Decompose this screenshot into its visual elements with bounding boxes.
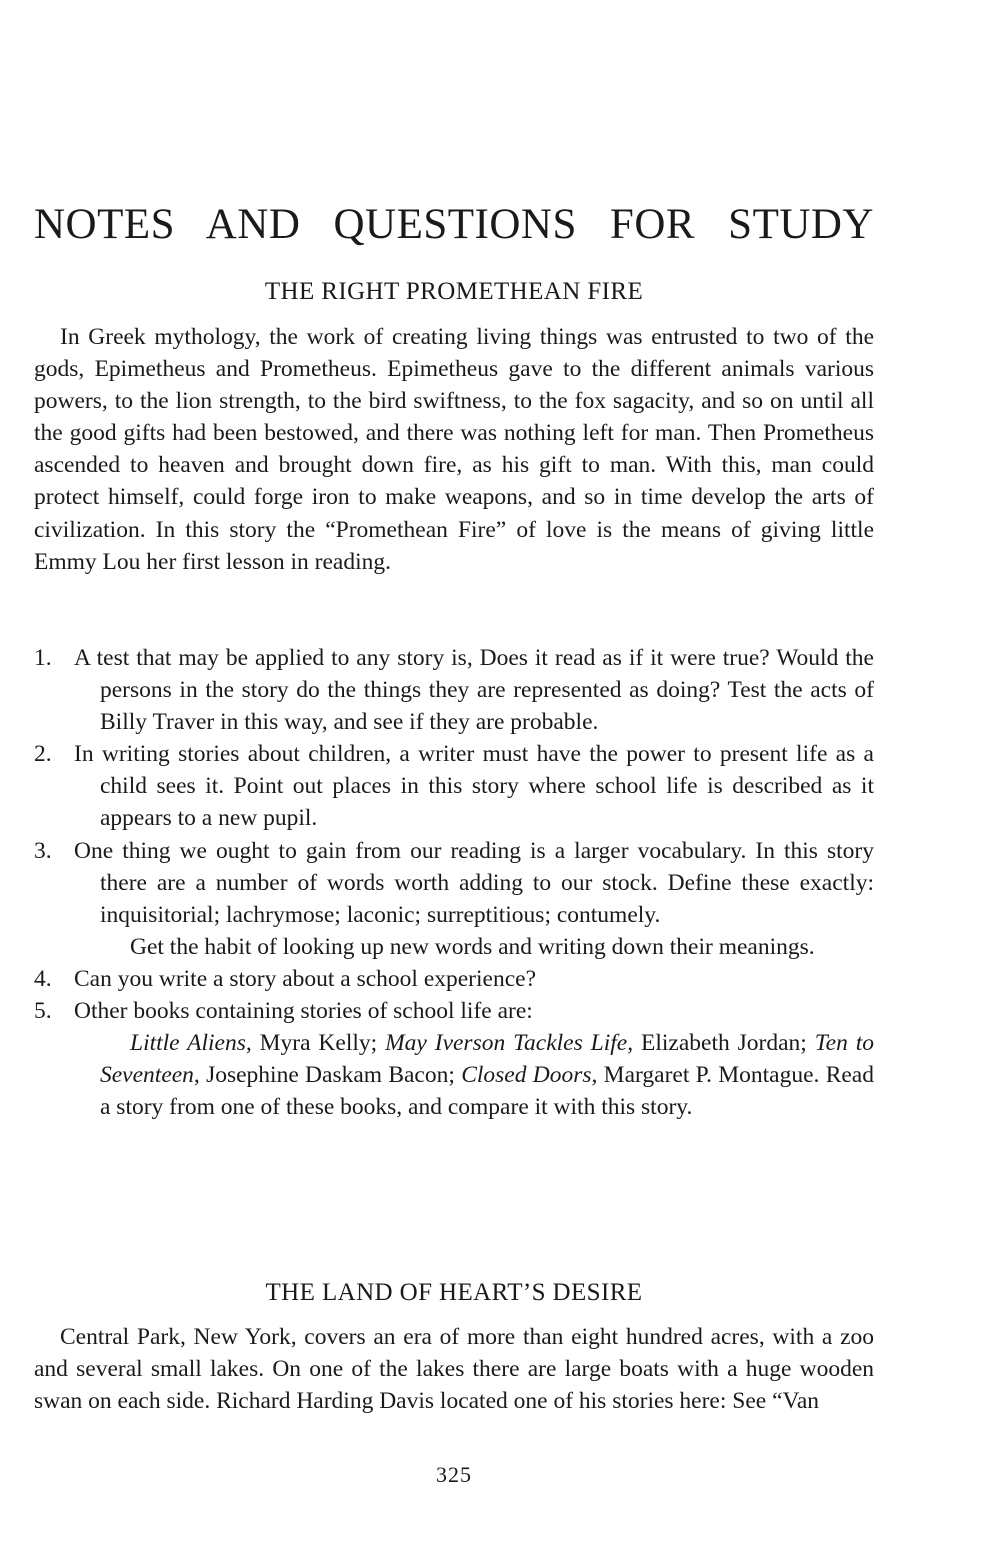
question-subparagraph: Get the habit of looking up new words and writing down their meanings. [130, 933, 815, 960]
book-author: Josephine Daskam Bacon; [199, 1062, 462, 1089]
book-title: Ten to Seventeen, [100, 1030, 875, 1089]
question-text: Can you write a story about a school experience? [74, 965, 537, 992]
book-title: Little Aliens, [130, 1030, 252, 1057]
section-heading-promethean-fire: THE RIGHT PROMETHEAN FIRE [264, 278, 644, 305]
intro-paragraph: In Greek mythology, the work of creating living things was entrusted to two of the gods, Epimetheus and Prometheus. Epimetheus gave to the different animals various powers, to the lion strength, to the bird swiftness, to the fox sagacity, and so on until all the good gifts had been bestowed, and there was nothing left for man. Then Prometheus ascended to heaven and brought down fire, as his gift to man. With this, man could protect himself, could forge iron to make weapons, and so in time develop the arts of civilization. In this story the “Promethean Fire” of love is the means of giving little Emmy Lou her first lesson in reading. [34, 324, 874, 575]
book-list-paragraph [100, 1027, 874, 1123]
question-text: In writing stories about children, a writer must have the power to present life as a child sees it. Point out places in this story where school life is described as it appears to a new pupil. [74, 741, 874, 832]
book-page [34, 0, 874, 1551]
section-intro-promethean-fire [34, 321, 874, 578]
question-text: Other books containing stories of school life are: [74, 998, 533, 1025]
question-number: 2. [34, 741, 52, 768]
question-item [34, 835, 874, 963]
intro-paragraph: Central Park, New York, covers an era of more than eight hundred acres, with a zoo and several small lakes. On one of the lakes there are large boats with a huge wooden swan on each side. Richard Harding Davis located one of his stories here: See “Van [34, 1324, 874, 1415]
question-item [34, 642, 874, 738]
book-author: Margaret P. Montague. [597, 1062, 826, 1089]
book-author: Myra Kelly; [251, 1030, 386, 1057]
book-title: Closed Doors, [461, 1062, 598, 1089]
book-author: Elizabeth Jordan; [633, 1030, 815, 1057]
question-number: 3. [34, 837, 52, 864]
book-list-closing: Read a story from one of these books, and compare it with this story. [100, 1062, 874, 1121]
question-item [34, 963, 874, 995]
question-item [34, 995, 874, 1123]
section-heading-land-of-hearts-desire: THE LAND OF HEART’S DESIRE [265, 1279, 643, 1306]
question-number: 4. [34, 965, 52, 992]
page-number: 325 [436, 1462, 472, 1487]
study-questions-list [34, 642, 874, 1123]
question-text: One thing we ought to gain from our reading is a larger vocabulary. In this story there are a number of words worth adding to our stock. Define these exactly: inquisitorial; lachrymose; laconic; surreptitious; contumely. [74, 837, 874, 928]
question-number: 1. [34, 645, 52, 671]
question-item [34, 738, 874, 834]
page-title: NOTES AND QUESTIONS FOR STUDY [34, 201, 874, 248]
question-number: 5. [34, 998, 52, 1025]
book-title: May Iverson Tackles Life, [385, 1030, 634, 1057]
question-text: A test that may be applied to any story is, Does it read as if it were true? Would the persons in the story do the things they are represented as doing? Test the acts of Billy Traver in this way, and see if they are probable. [74, 645, 874, 736]
section-intro-land-of-hearts-desire [34, 1321, 874, 1417]
